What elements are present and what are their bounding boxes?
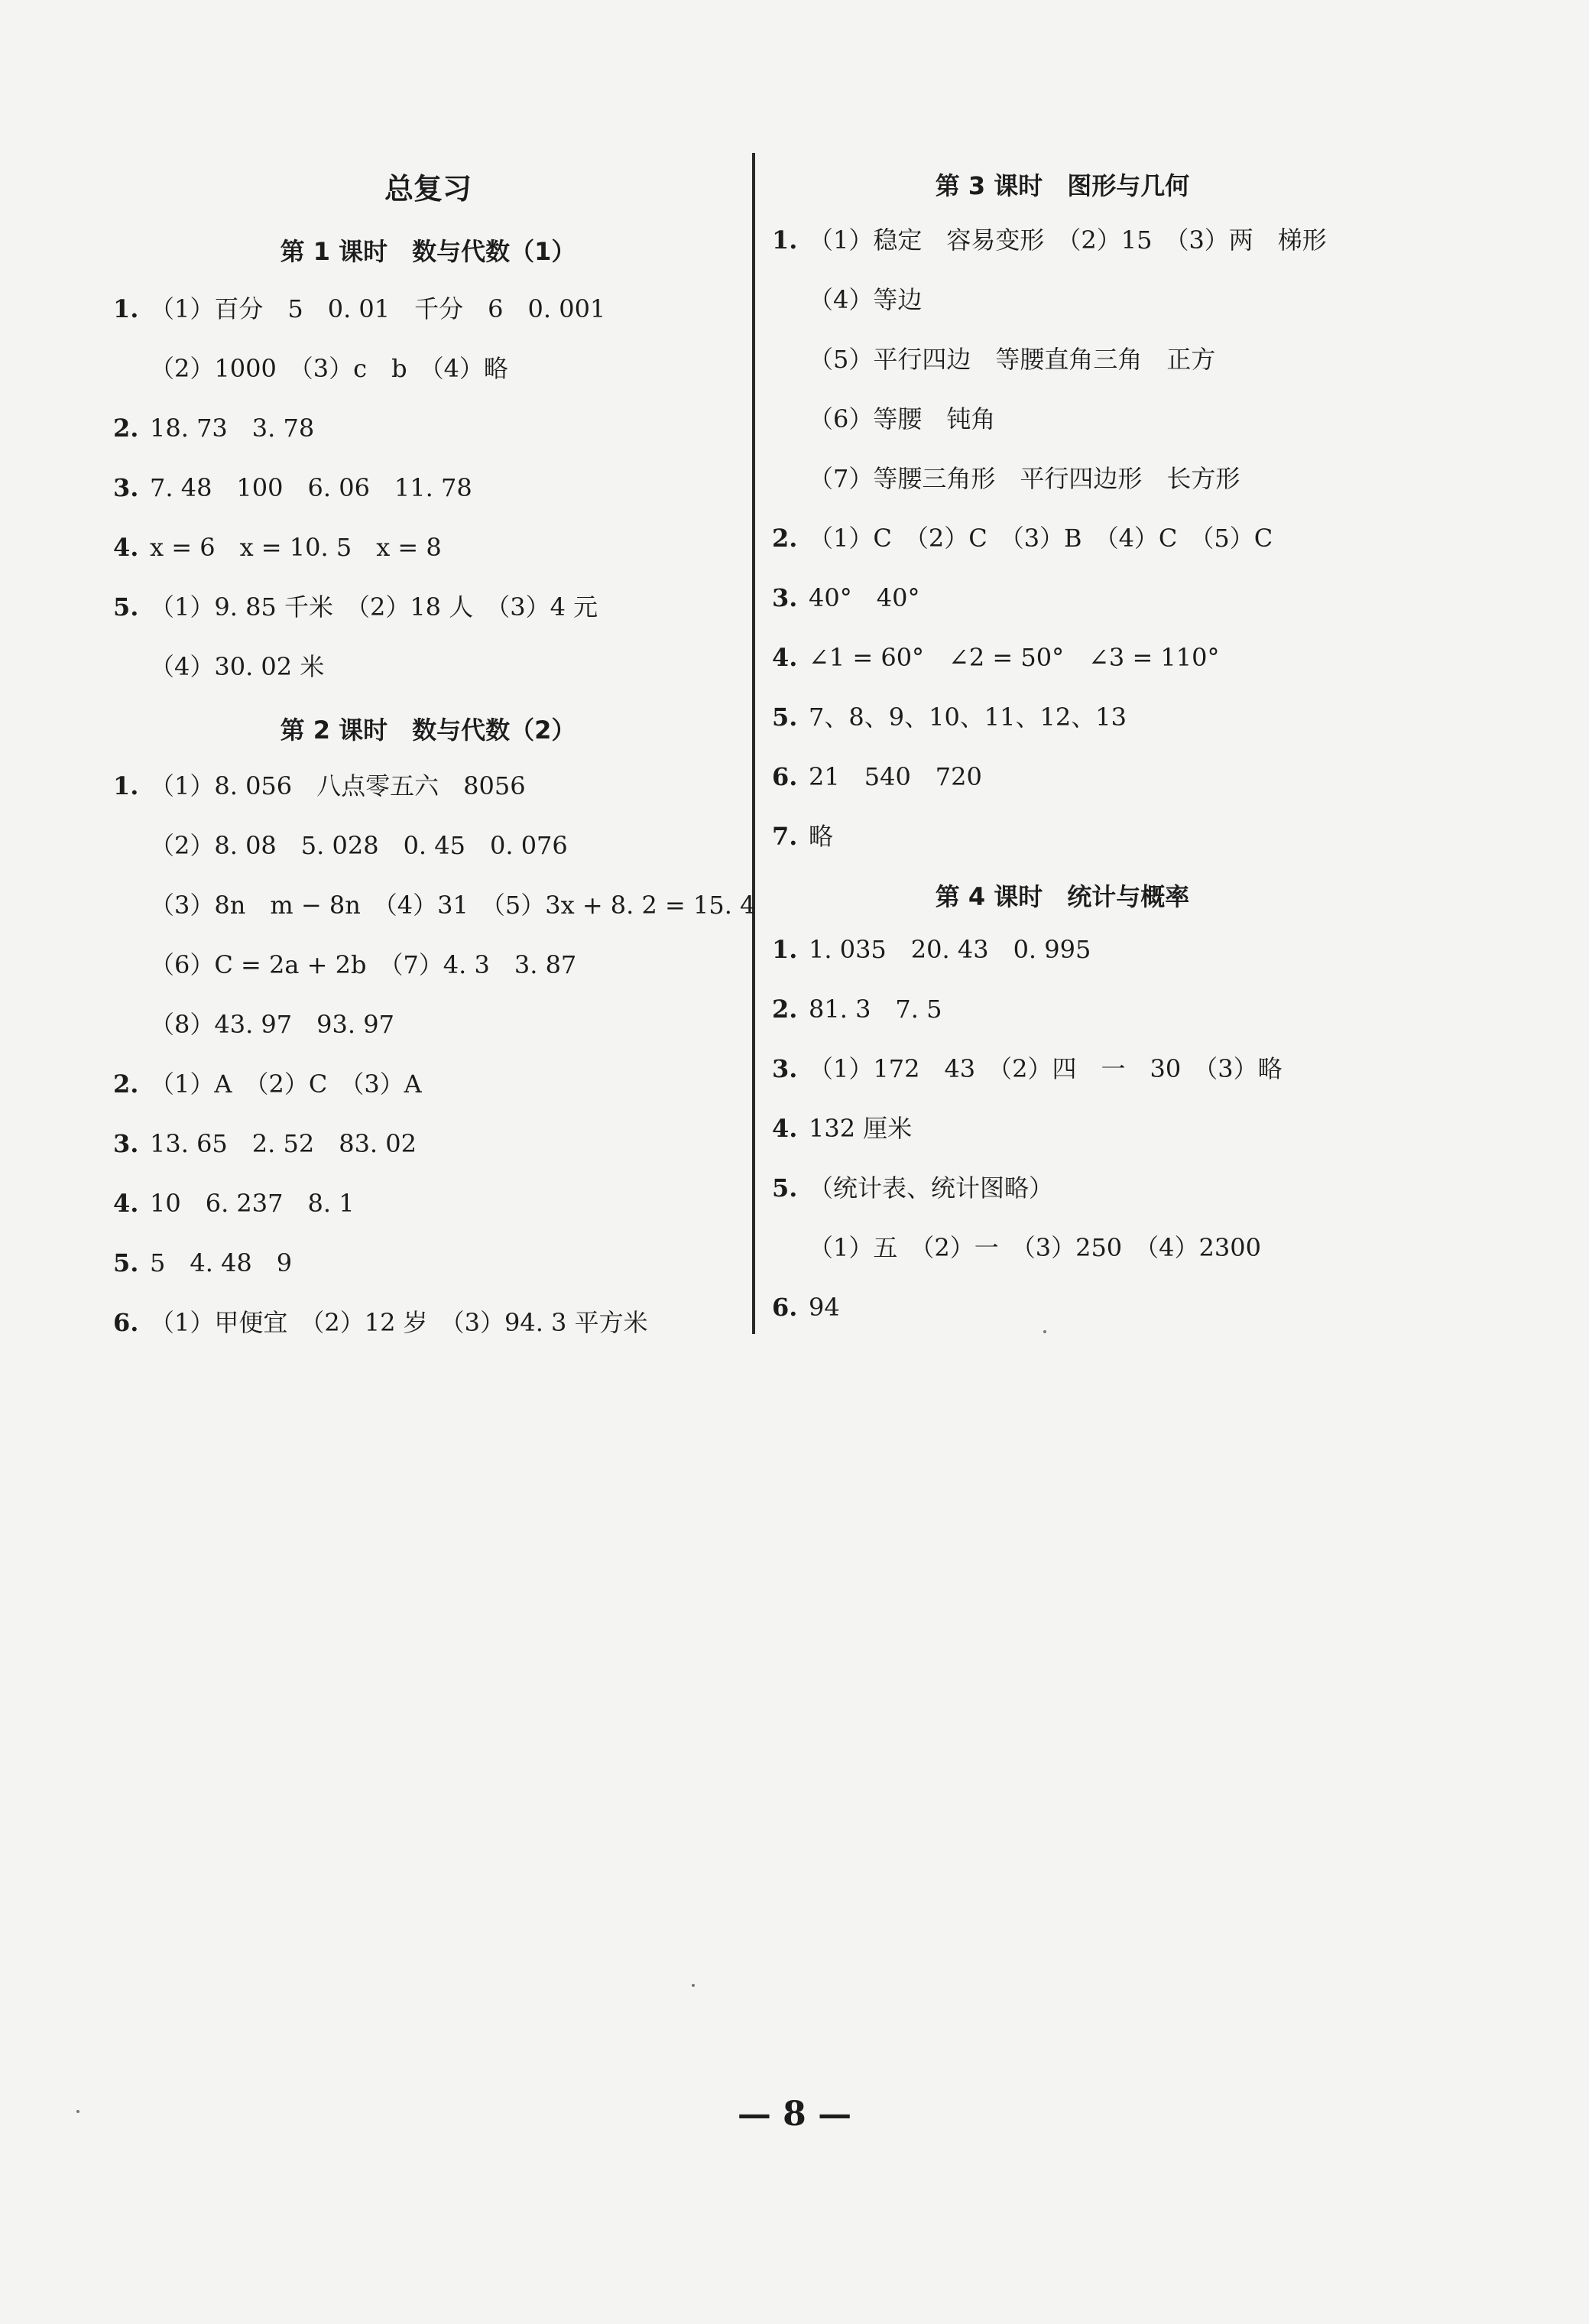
answer-line: （1）五 （2）一 （3）250 （4）2300 (809, 1233, 1261, 1262)
answer-line: 5. （统计表、统计图略） (772, 1173, 1054, 1203)
answer-line: 5. 7、8、9、10、11、12、13 (772, 703, 1127, 732)
answer-line: 4. 10 6. 237 8. 1 (113, 1189, 355, 1218)
answer-line: 2. （1）C （2）C （3）B （4）C （5）C (772, 524, 1273, 553)
answer-line: （4）30. 02 米 (150, 652, 325, 681)
answer-line: 3. 40° 40° (772, 583, 920, 612)
section-title-lesson-1: 第 1 课时 数与代数（1） (280, 237, 576, 266)
answer-line: （7）等腰三角形 平行四边形 长方形 (809, 464, 1240, 493)
answer-line: 2. 81. 3 7. 5 (772, 995, 942, 1024)
answer-line: 6. 21 540 720 (772, 762, 982, 791)
answer-line: 1. （1）稳定 容易变形 （2）15 （3）两 梯形 (772, 226, 1327, 255)
answer-line: （4）等边 (809, 285, 923, 314)
answer-line: （6）C = 2a + 2b （7）4. 3 3. 87 (150, 950, 577, 979)
page-title: 总复习 (384, 172, 472, 206)
section-title-lesson-4: 第 4 课时 统计与概率 (935, 882, 1190, 911)
answer-line: 2. （1）A （2）C （3）A (113, 1069, 422, 1099)
answer-line: 3. 7. 48 100 6. 06 11. 78 (113, 473, 472, 502)
answer-line: （3）8n m − 8n （4）31 （5）3x + 8. 2 = 15. 4 (150, 891, 756, 920)
answer-line: 1. 1. 035 20. 43 0. 995 (772, 935, 1091, 964)
answer-line: （5）平行四边 等腰直角三角 正方 (809, 345, 1216, 374)
answer-line: 3. 13. 65 2. 52 83. 02 (113, 1129, 417, 1158)
answer-line: 1. （1）百分 5 0. 01 千分 6 0. 001 (113, 294, 606, 323)
print-speck (76, 2110, 79, 2113)
print-speck (1043, 1330, 1046, 1333)
column-divider (752, 153, 755, 1334)
answer-line: 6. 94 (772, 1293, 840, 1322)
answer-line: 6. （1）甲便宜 （2）12 岁 （3）94. 3 平方米 (113, 1308, 648, 1337)
answer-line: 3. （1）172 43 （2）四 一 30 （3）略 (772, 1054, 1283, 1083)
answer-line: 7. 略 (772, 822, 834, 851)
answer-line: 5. （1）9. 85 千米 （2）18 人 （3）4 元 (113, 592, 598, 622)
section-title-lesson-2: 第 2 课时 数与代数（2） (280, 716, 576, 745)
answer-line: 1. （1）8. 056 八点零五六 8056 (113, 771, 526, 800)
page-number: — 8 — (737, 2095, 852, 2134)
answer-line: 4. x = 6 x = 10. 5 x = 8 (113, 533, 442, 562)
answer-line: 4. 132 厘米 (772, 1114, 913, 1143)
answer-line: 4. ∠1 = 60° ∠2 = 50° ∠3 = 110° (772, 643, 1220, 672)
answer-line: （2）8. 08 5. 028 0. 45 0. 076 (150, 831, 568, 860)
print-speck (692, 1984, 695, 1987)
answer-line: （8）43. 97 93. 97 (150, 1010, 394, 1039)
answer-line: （6）等腰 钝角 (809, 404, 996, 433)
section-title-lesson-3: 第 3 课时 图形与几何 (935, 171, 1190, 200)
answer-line: 2. 18. 73 3. 78 (113, 414, 315, 443)
answer-line: （2）1000 （3）c b （4）略 (150, 354, 508, 383)
answer-line: 5. 5 4. 48 9 (113, 1248, 293, 1277)
